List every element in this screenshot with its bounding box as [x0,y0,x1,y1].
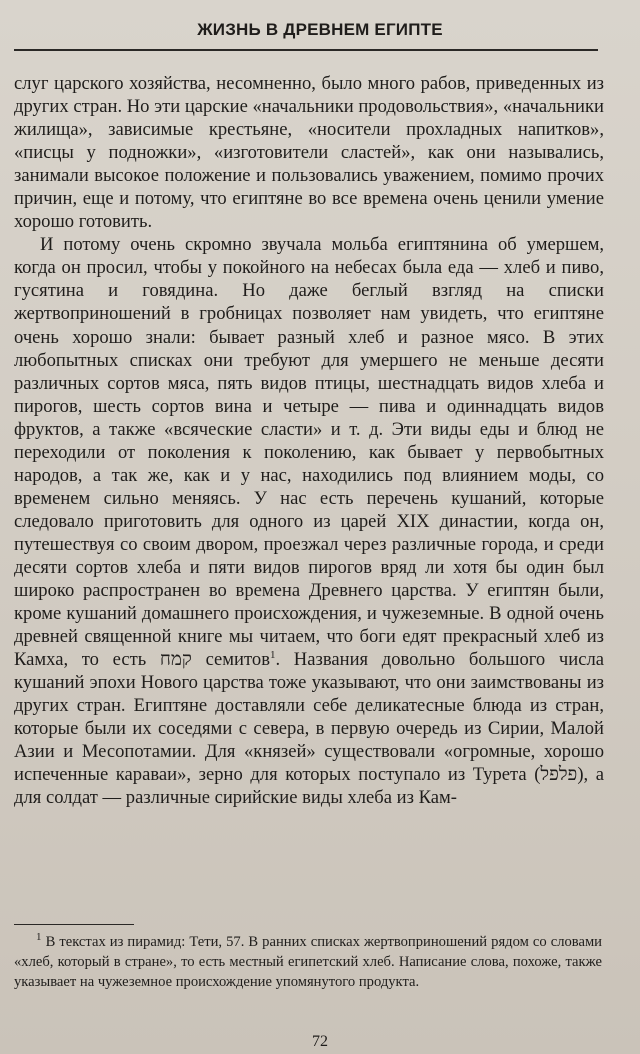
footnote-text: В текстах из пирамид: Тети, 57. В ранних списках жертвоприношений рядом со словами «хлеб, который в стране», то есть местный египетский хлеб. Написание слова, похоже, также указывает на чужеземное происхождение упомянутого продукта. [14,934,602,990]
semites-word: семитов [205,649,270,671]
footnote [14,932,602,992]
paragraph-2 [14,233,604,809]
hebrew-word-2: פלפל [540,764,578,786]
footnote-marker: 1 [36,931,42,944]
paragraph-2-continued: . Названия довольно большого числа кушаний эпохи Нового царства тоже указывают, что они заимствованы из других стран. Египтяне доставляли себе деликатесные блюда из стран, которые были их соседями с севера, в первую очередь из Сирии, Малой Азии и Месопотамии. Для «князей» существовали «огромные, хорошо испеченные караваи», зерно для которых поступало из Турета ( [14,649,604,786]
paragraph-2-text: И потому очень скромно звучала мольба египтянина об умершем, когда он просил, чтобы у покойного на небесах была еда — хлеб и пиво, гусятина и говядина. Но даже беглый взгляд на списки жертвоприношений в гробницах позволяет нам увидеть, что египтяне очень хорошо знали: бывает разный хлеб и разное мясо. В этих любопытных списках они требуют для умершего не меньше десяти различных сортов мяса, пять видов птицы, шестнадцать видов хлеба и пирогов, шесть сортов вина и четыре — пива и одиннадцать видов фруктов, а также «всяческие сласти» и т. д. Эти виды еды и блюд не переходили от поколения к поколению, как бывает у первобытных народов, а так же, как и у нас, находились под влиянием моды, со временем сильно меняясь. У нас есть перечень кушаний, которые следовало приготовить для одного из царей XIX династии, когда он, путешествуя со своим двором, проезжал через различные города, и среди десяти сортов хлеба и пяти видов пирогов вряд ли хотя бы один был широко распространен во времена Древнего царства. У египтян были, кроме кушаний домашнего происхождения, и чужеземные. В одной очень древней священной книге мы читаем, что боги едят прекрасный хлеб из Камха, то есть [14,234,604,671]
paragraph-1: слуг царского хозяйства, несомненно, было много рабов, приведенных из других стран. Но эти царские «начальники продовольствия», «начальники жилища», зависимые крестьяне, «носители прохладных напитков», «писцы у подножки», «изготовители сластей», как они назывались, занимали высокое положение и пользовались уважением, помимо прочих причин, еще и потому, что египтяне во все времена очень ценили умение хорошо готовить. [14,73,604,233]
header-rule [14,49,598,51]
body-text [14,72,604,810]
footnote-reference[interactable]: 1 [269,648,276,661]
page-number: 72 [312,1033,328,1050]
paragraph-2-final: ), а для солдат — различные сирийские виды хлеба из Кам- [14,764,604,809]
running-head: ЖИЗНЬ В ДРЕВНЕМ ЕГИПТЕ [197,20,443,39]
footnote-rule [14,924,134,925]
hebrew-word: קמח [159,649,192,671]
